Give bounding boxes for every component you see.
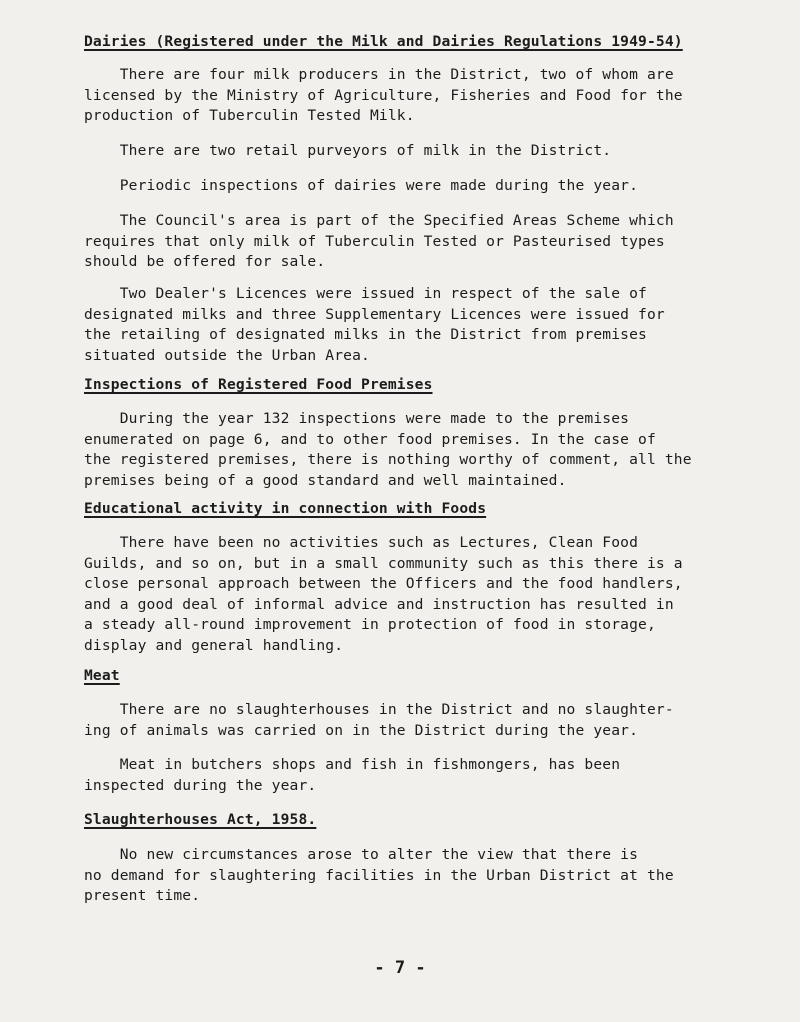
text-line: Periodic inspections of dairies were made during the year. bbox=[84, 177, 639, 194]
text-line: There have been no activities such as Lectures, Clean Food bbox=[84, 534, 639, 551]
paragraph-dealer-licences bbox=[84, 284, 744, 366]
text-line: There are two retail purveyors of milk in the District. bbox=[84, 142, 612, 159]
text-line: designated milks and three Supplementary Licences were issued for bbox=[84, 305, 665, 323]
paragraph-meat-inspection bbox=[84, 755, 744, 796]
text-line: close personal approach between the Officers and the food handlers, bbox=[84, 575, 683, 592]
text-line: There are no slaughterhouses in the District and no slaughter- bbox=[84, 701, 674, 718]
paragraph-slaughterhouses-act bbox=[84, 845, 744, 907]
text-line: production of Tuberculin Tested Milk. bbox=[84, 107, 415, 124]
text-line: inspected during the year. bbox=[84, 776, 317, 794]
text-line: and a good deal of informal advice and instruction has resulted in bbox=[84, 595, 674, 613]
section-heading-dairies: Dairies (Registered under the Milk and Dairies Regulations 1949-54) bbox=[84, 33, 683, 50]
text-line: The Council's area is part of the Specified Areas Scheme which bbox=[84, 212, 674, 229]
text-line: During the year 132 inspections were made to the premises bbox=[84, 410, 630, 427]
text-line: premises being of a good standard and well maintained. bbox=[84, 471, 567, 489]
paragraph-slaughterhouses bbox=[84, 700, 744, 741]
section-heading-meat: Meat bbox=[84, 667, 120, 684]
text-line: Two Dealer's Licences were issued in respect of the sale of bbox=[84, 285, 647, 302]
paragraph-educational bbox=[84, 533, 744, 656]
paragraph-inspections bbox=[84, 409, 744, 491]
text-line: should be offered for sale. bbox=[84, 253, 326, 270]
text-line: Meat in butchers shops and fish in fishmongers, has been bbox=[84, 756, 621, 773]
paragraph-periodic-inspections bbox=[84, 176, 744, 197]
text-line: licensed by the Ministry of Agriculture, Fisheries and Food for the bbox=[84, 86, 683, 104]
page-number: - 7 - bbox=[374, 958, 426, 978]
paragraph-milk-producers bbox=[84, 65, 744, 127]
text-line: display and general handling. bbox=[84, 636, 344, 654]
section-heading-inspections: Inspections of Registered Food Premises bbox=[84, 376, 433, 393]
section-heading-slaughterhouses-act: Slaughterhouses Act, 1958. bbox=[84, 811, 317, 828]
text-line: no demand for slaughtering facilities in the Urban District at the bbox=[84, 866, 674, 884]
text-line: No new circumstances arose to alter the view that there is bbox=[84, 846, 639, 863]
text-line: enumerated on page 6, and to other food premises. In the case of bbox=[84, 430, 656, 448]
section-heading-educational: Educational activity in connection with Foods bbox=[84, 500, 487, 517]
text-line: situated outside the Urban Area. bbox=[84, 346, 370, 364]
text-line: requires that only milk of Tuberculin Tested or Pasteurised types bbox=[84, 232, 665, 250]
text-line: present time. bbox=[84, 887, 201, 904]
paragraph-retail-purveyors bbox=[84, 141, 744, 162]
text-line: There are four milk producers in the District, two of whom are bbox=[84, 66, 674, 83]
text-line: Guilds, and so on, but in a small community such as this there is a bbox=[84, 554, 683, 572]
text-line: the registered premises, there is nothing worthy of comment, all the bbox=[84, 451, 692, 468]
paragraph-specified-areas bbox=[84, 211, 744, 273]
text-line: the retailing of designated milks in the District from premises bbox=[84, 326, 647, 343]
text-line: a steady all-round improvement in protection of food in storage, bbox=[84, 616, 656, 633]
text-line: ing of animals was carried on in the District during the year. bbox=[84, 721, 639, 739]
